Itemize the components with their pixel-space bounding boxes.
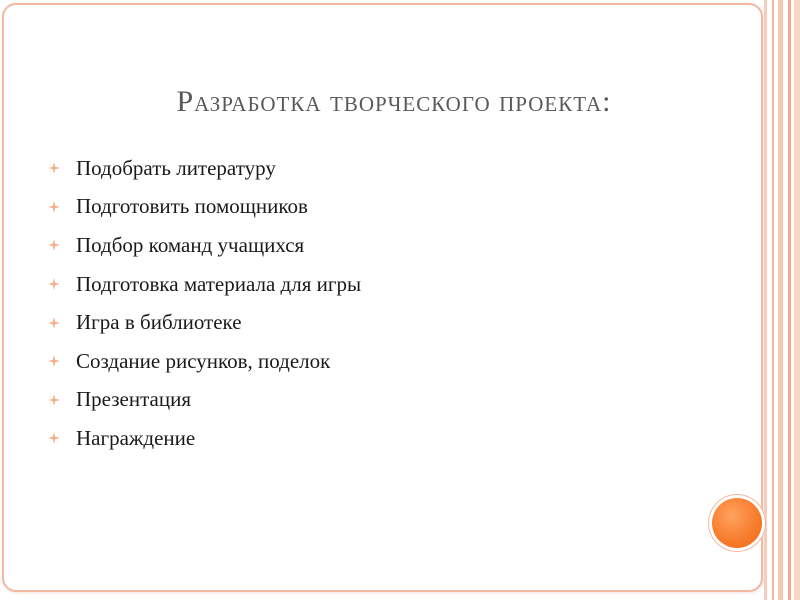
sparkle-bullet-icon [48, 278, 60, 290]
bullet-text: Подбор команд учащихся [76, 232, 305, 257]
slide-frame [2, 3, 763, 592]
bullet-text: Награждение [76, 425, 196, 450]
sparkle-bullet-icon [48, 355, 60, 367]
list-item [48, 188, 361, 227]
bullet-list [48, 149, 361, 458]
stripe [764, 0, 767, 600]
list-item [48, 342, 361, 381]
stripe [778, 0, 783, 600]
sparkle-bullet-icon [48, 317, 60, 329]
bullet-text: Подготовить помощников [76, 194, 308, 219]
sparkle-bullet-icon [48, 239, 60, 251]
decorative-stripes [764, 0, 800, 600]
sparkle-bullet-icon [48, 162, 60, 174]
list-item [48, 381, 361, 420]
bullet-text: Подобрать литературу [76, 155, 276, 180]
list-item [48, 149, 361, 188]
stripe [772, 0, 774, 600]
stripe [788, 0, 791, 600]
stripe [794, 0, 800, 600]
slide-title: Разработка творческого проекта: [176, 85, 612, 118]
sparkle-bullet-icon [48, 394, 60, 406]
list-item [48, 265, 361, 304]
list-item [48, 226, 361, 265]
bullet-text: Создание рисунков, поделок [76, 348, 331, 373]
list-item [48, 419, 361, 458]
sparkle-bullet-icon [48, 432, 60, 444]
bullet-text: Игра в библиотеке [76, 310, 242, 335]
orange-circle-decoration [712, 498, 762, 548]
bullet-text: Подготовка материала для игры [76, 271, 362, 296]
sparkle-bullet-icon [48, 201, 60, 213]
list-item [48, 303, 361, 342]
bullet-text: Презентация [76, 387, 191, 412]
